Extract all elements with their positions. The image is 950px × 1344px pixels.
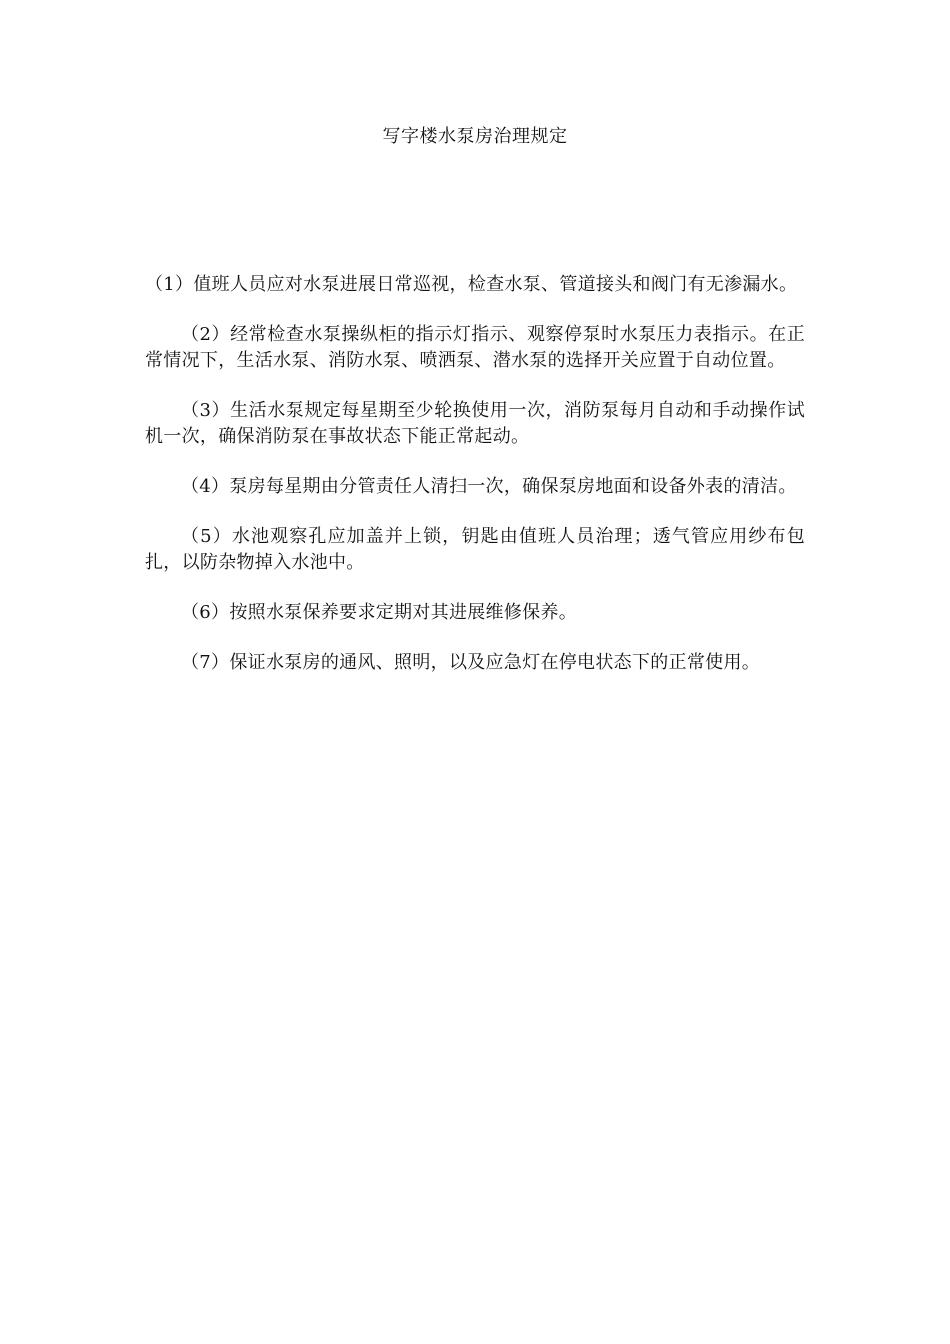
document-body (145, 272, 805, 700)
paragraph-7: （7）保证水泵房的通风、照明，以及应急灯在停电状态下的正常使用。 (181, 652, 761, 673)
paragraph-6: （6）按照水泵保养要求定期对其进展维修保养。 (181, 602, 578, 623)
paragraph-5: （5）水池观察孔应加盖并上锁，钥匙由值班人员治理；透气管应用纱布包扎，以防杂物掉入水池中。 (145, 526, 805, 573)
paragraph-3: （3）生活水泵规定每星期至少轮换使用一次，消防泵每月自动和手动操作试机一次，确保消防泵在事故状态下能正常起动。 (145, 400, 805, 447)
paragraph-1: （1）值班人员应对水泵进展日常巡视，检查水泵、管道接头和阀门有无渗漏水。 (145, 274, 798, 295)
document-title: 写字楼水泵房治理规定 (382, 126, 568, 147)
paragraph-2: （2）经常检查水泵操纵柜的指示灯指示、观察停泵时水泵压力表指示。在正常情况下，生活水泵、消防水泵、喷洒泵、潜水泵的选择开关应置于自动位置。 (145, 324, 805, 371)
paragraph-4: （4）泵房每星期由分管责任人清扫一次，确保泵房地面和设备外表的清洁。 (181, 476, 797, 497)
